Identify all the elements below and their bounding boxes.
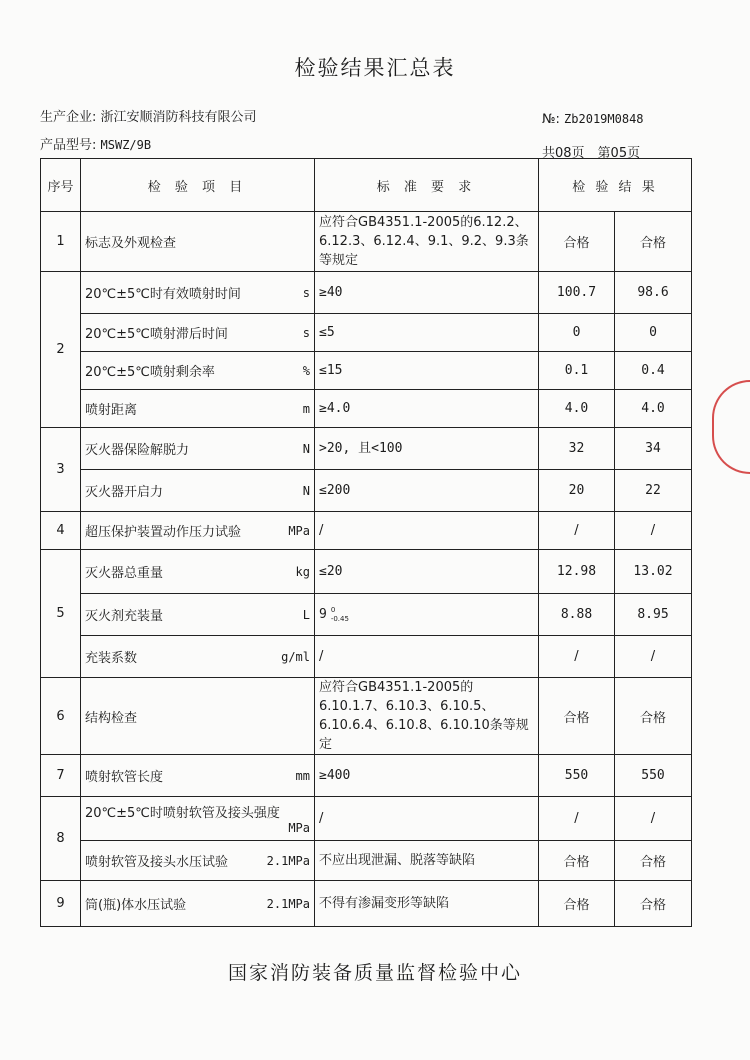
test-item-name: 喷射软管长度 — [85, 770, 164, 785]
issuing-organization: 国家消防装备质量监督检验中心 — [227, 962, 522, 984]
table-row — [41, 550, 692, 594]
test-item-name: 灭火器总重量 — [85, 566, 164, 581]
item-cell — [81, 881, 315, 927]
result-sample-1: 合格 — [539, 881, 615, 927]
row-number: 6 — [41, 678, 81, 755]
requirement-text: >20, 且<100 — [319, 441, 403, 456]
test-item-unit: g/ml — [281, 649, 310, 664]
table-row — [41, 390, 692, 428]
result-sample-2: 合格 — [615, 678, 692, 755]
test-item-unit: MPa — [288, 821, 310, 835]
requirement-cell — [315, 797, 539, 841]
model-line — [40, 134, 151, 153]
result-sample-2: 22 — [615, 470, 692, 512]
test-item-name: 标志及外观检查 — [85, 236, 177, 251]
tolerance-upper: 0 — [330, 605, 336, 614]
result-sample-2: 合格 — [615, 212, 692, 272]
test-item-unit: s — [302, 285, 310, 300]
requirement-cell — [315, 636, 539, 678]
requirement-text: ≥4.0 — [319, 401, 351, 416]
requirement-cell — [315, 470, 539, 512]
result-sample-2: 0.4 — [615, 352, 692, 390]
row-number: 4 — [41, 512, 81, 550]
result-sample-2: / — [615, 636, 692, 678]
header-no: 序号 — [41, 159, 81, 212]
report-number — [542, 112, 644, 127]
requirement-cell — [315, 594, 539, 636]
requirement-cell — [315, 755, 539, 797]
test-item-name: 超压保护装置动作压力试验 — [85, 525, 242, 540]
test-item-name: 20℃±5℃时有效喷射时间 — [85, 287, 241, 302]
item-cell — [81, 352, 315, 390]
item-cell — [81, 636, 315, 678]
result-sample-2: 合格 — [615, 881, 692, 927]
requirement-cell — [315, 212, 539, 272]
item-cell — [81, 272, 315, 314]
model-label: 产品型号: — [40, 138, 97, 153]
red-stamp-seal — [712, 380, 750, 474]
item-cell — [81, 428, 315, 470]
result-sample-1: 550 — [539, 755, 615, 797]
tolerance — [331, 606, 349, 624]
table-row — [41, 512, 692, 550]
table-row — [41, 797, 692, 841]
test-item-name: 筒(瓶)体水压试验 — [85, 898, 187, 913]
table-row — [41, 755, 692, 797]
result-sample-2: 8.95 — [615, 594, 692, 636]
page-title: 检验结果汇总表 — [294, 56, 456, 80]
requirement-text: / — [319, 649, 324, 664]
model-value: MSWZ/9B — [100, 138, 152, 152]
result-sample-1: 合格 — [539, 212, 615, 272]
result-sample-2: 550 — [615, 755, 692, 797]
result-sample-1: 0.1 — [539, 352, 615, 390]
results-table — [40, 158, 692, 927]
row-number: 2 — [41, 272, 81, 428]
item-cell — [81, 797, 315, 841]
table-row — [41, 470, 692, 512]
test-item-name: 喷射距离 — [85, 403, 138, 418]
test-item-unit: 2.1MPa — [266, 896, 310, 911]
requirement-cell — [315, 512, 539, 550]
requirement-cell — [315, 678, 539, 755]
item-cell — [81, 212, 315, 272]
requirement-text: 不应出现泄漏、脱落等缺陷 — [319, 853, 476, 868]
test-item-unit: m — [302, 401, 310, 416]
report-no-value: Zb2019M0848 — [564, 112, 644, 126]
table-row — [41, 428, 692, 470]
table-row — [41, 594, 692, 636]
test-item-unit: s — [302, 325, 310, 340]
result-sample-1: 4.0 — [539, 390, 615, 428]
result-sample-1: 8.88 — [539, 594, 615, 636]
test-item-unit: 2.1MPa — [266, 853, 310, 868]
table-row — [41, 636, 692, 678]
item-cell — [81, 470, 315, 512]
result-sample-2: 0 — [615, 314, 692, 352]
row-number: 8 — [41, 797, 81, 881]
test-item-name: 20℃±5℃喷射剩余率 — [85, 365, 215, 380]
test-item-unit: N — [302, 441, 310, 456]
result-sample-1: 32 — [539, 428, 615, 470]
result-sample-2: 98.6 — [615, 272, 692, 314]
tolerance-lower: -0.45 — [330, 614, 349, 623]
test-item-unit: mm — [295, 768, 310, 783]
row-number: 3 — [41, 428, 81, 512]
table-row — [41, 272, 692, 314]
requirement-cell — [315, 881, 539, 927]
requirement-text: 应符合GB4351.1-2005的6.10.1.7、6.10.3、6.10.5、6.10.6.4、6.10.8、6.10.10条等规定 — [319, 680, 529, 752]
header-item: 检 验 项 目 — [81, 159, 315, 212]
requirement-text: ≤5 — [319, 325, 335, 340]
result-sample-1: 合格 — [539, 678, 615, 755]
result-sample-2: 合格 — [615, 841, 692, 881]
requirement-cell — [315, 390, 539, 428]
item-cell — [81, 512, 315, 550]
result-sample-1: / — [539, 797, 615, 841]
page-count: 共08页 第05页 — [542, 146, 641, 161]
requirement-cell — [315, 352, 539, 390]
item-cell — [81, 841, 315, 881]
manufacturer-label: 生产企业: — [40, 110, 97, 125]
requirement-text: ≤20 — [319, 564, 343, 579]
test-item-unit: % — [302, 363, 310, 378]
table-body — [41, 212, 692, 927]
requirement-text: ≥40 — [319, 285, 343, 300]
manufacturer-line — [40, 106, 257, 125]
table-header-row — [41, 159, 692, 212]
result-sample-1: / — [539, 636, 615, 678]
result-sample-1: / — [539, 512, 615, 550]
item-cell — [81, 678, 315, 755]
test-item-unit: L — [302, 607, 310, 622]
item-cell — [81, 594, 315, 636]
result-sample-2: / — [615, 797, 692, 841]
test-item-name: 20℃±5℃时喷射软管及接头强度 — [85, 806, 280, 821]
result-sample-1: 12.98 — [539, 550, 615, 594]
result-sample-1: 0 — [539, 314, 615, 352]
test-item-unit: N — [302, 483, 310, 498]
result-sample-2: 34 — [615, 428, 692, 470]
requirement-text: 9 — [319, 607, 327, 622]
requirement-cell — [315, 272, 539, 314]
header-result: 检 验 结 果 — [539, 159, 692, 212]
requirement-text: / — [319, 811, 324, 826]
test-item-name: 灭火剂充装量 — [85, 609, 164, 624]
table-row — [41, 678, 692, 755]
test-item-name: 灭火器开启力 — [85, 485, 164, 500]
item-cell — [81, 550, 315, 594]
table-row — [41, 352, 692, 390]
table-row — [41, 314, 692, 352]
result-sample-2: 13.02 — [615, 550, 692, 594]
requirement-text: 应符合GB4351.1-2005的6.12.2、6.12.3、6.12.4、9.1、9.2、9.3条等规定 — [319, 215, 529, 268]
result-sample-1: 合格 — [539, 841, 615, 881]
test-item-unit: MPa — [288, 523, 310, 538]
row-number: 9 — [41, 881, 81, 927]
test-item-name: 充装系数 — [85, 651, 138, 666]
requirement-text: ≤200 — [319, 483, 351, 498]
row-number: 1 — [41, 212, 81, 272]
item-cell — [81, 755, 315, 797]
report-no-label: №: — [542, 112, 560, 127]
requirement-text: / — [319, 523, 324, 538]
requirement-text: ≤15 — [319, 363, 343, 378]
test-item-unit: kg — [295, 564, 310, 579]
requirement-cell — [315, 841, 539, 881]
header-std: 标 准 要 求 — [315, 159, 539, 212]
requirement-text: ≥400 — [319, 768, 351, 783]
requirement-cell — [315, 314, 539, 352]
row-number: 7 — [41, 755, 81, 797]
test-item-name: 结构检查 — [85, 710, 138, 726]
item-cell — [81, 390, 315, 428]
requirement-text: 不得有渗漏变形等缺陷 — [319, 896, 450, 911]
item-cell — [81, 314, 315, 352]
test-item-name: 喷射软管及接头水压试验 — [85, 855, 229, 870]
table-row — [41, 212, 692, 272]
result-sample-2: / — [615, 512, 692, 550]
test-item-name: 20℃±5℃喷射滞后时间 — [85, 327, 228, 342]
row-number: 5 — [41, 550, 81, 678]
table-row — [41, 841, 692, 881]
table-row — [41, 881, 692, 927]
requirement-cell — [315, 428, 539, 470]
result-sample-1: 100.7 — [539, 272, 615, 314]
requirement-cell — [315, 550, 539, 594]
test-item-name: 灭火器保险解脱力 — [85, 443, 190, 458]
result-sample-2: 4.0 — [615, 390, 692, 428]
manufacturer-value: 浙江安顺消防科技有限公司 — [100, 110, 257, 125]
result-sample-1: 20 — [539, 470, 615, 512]
